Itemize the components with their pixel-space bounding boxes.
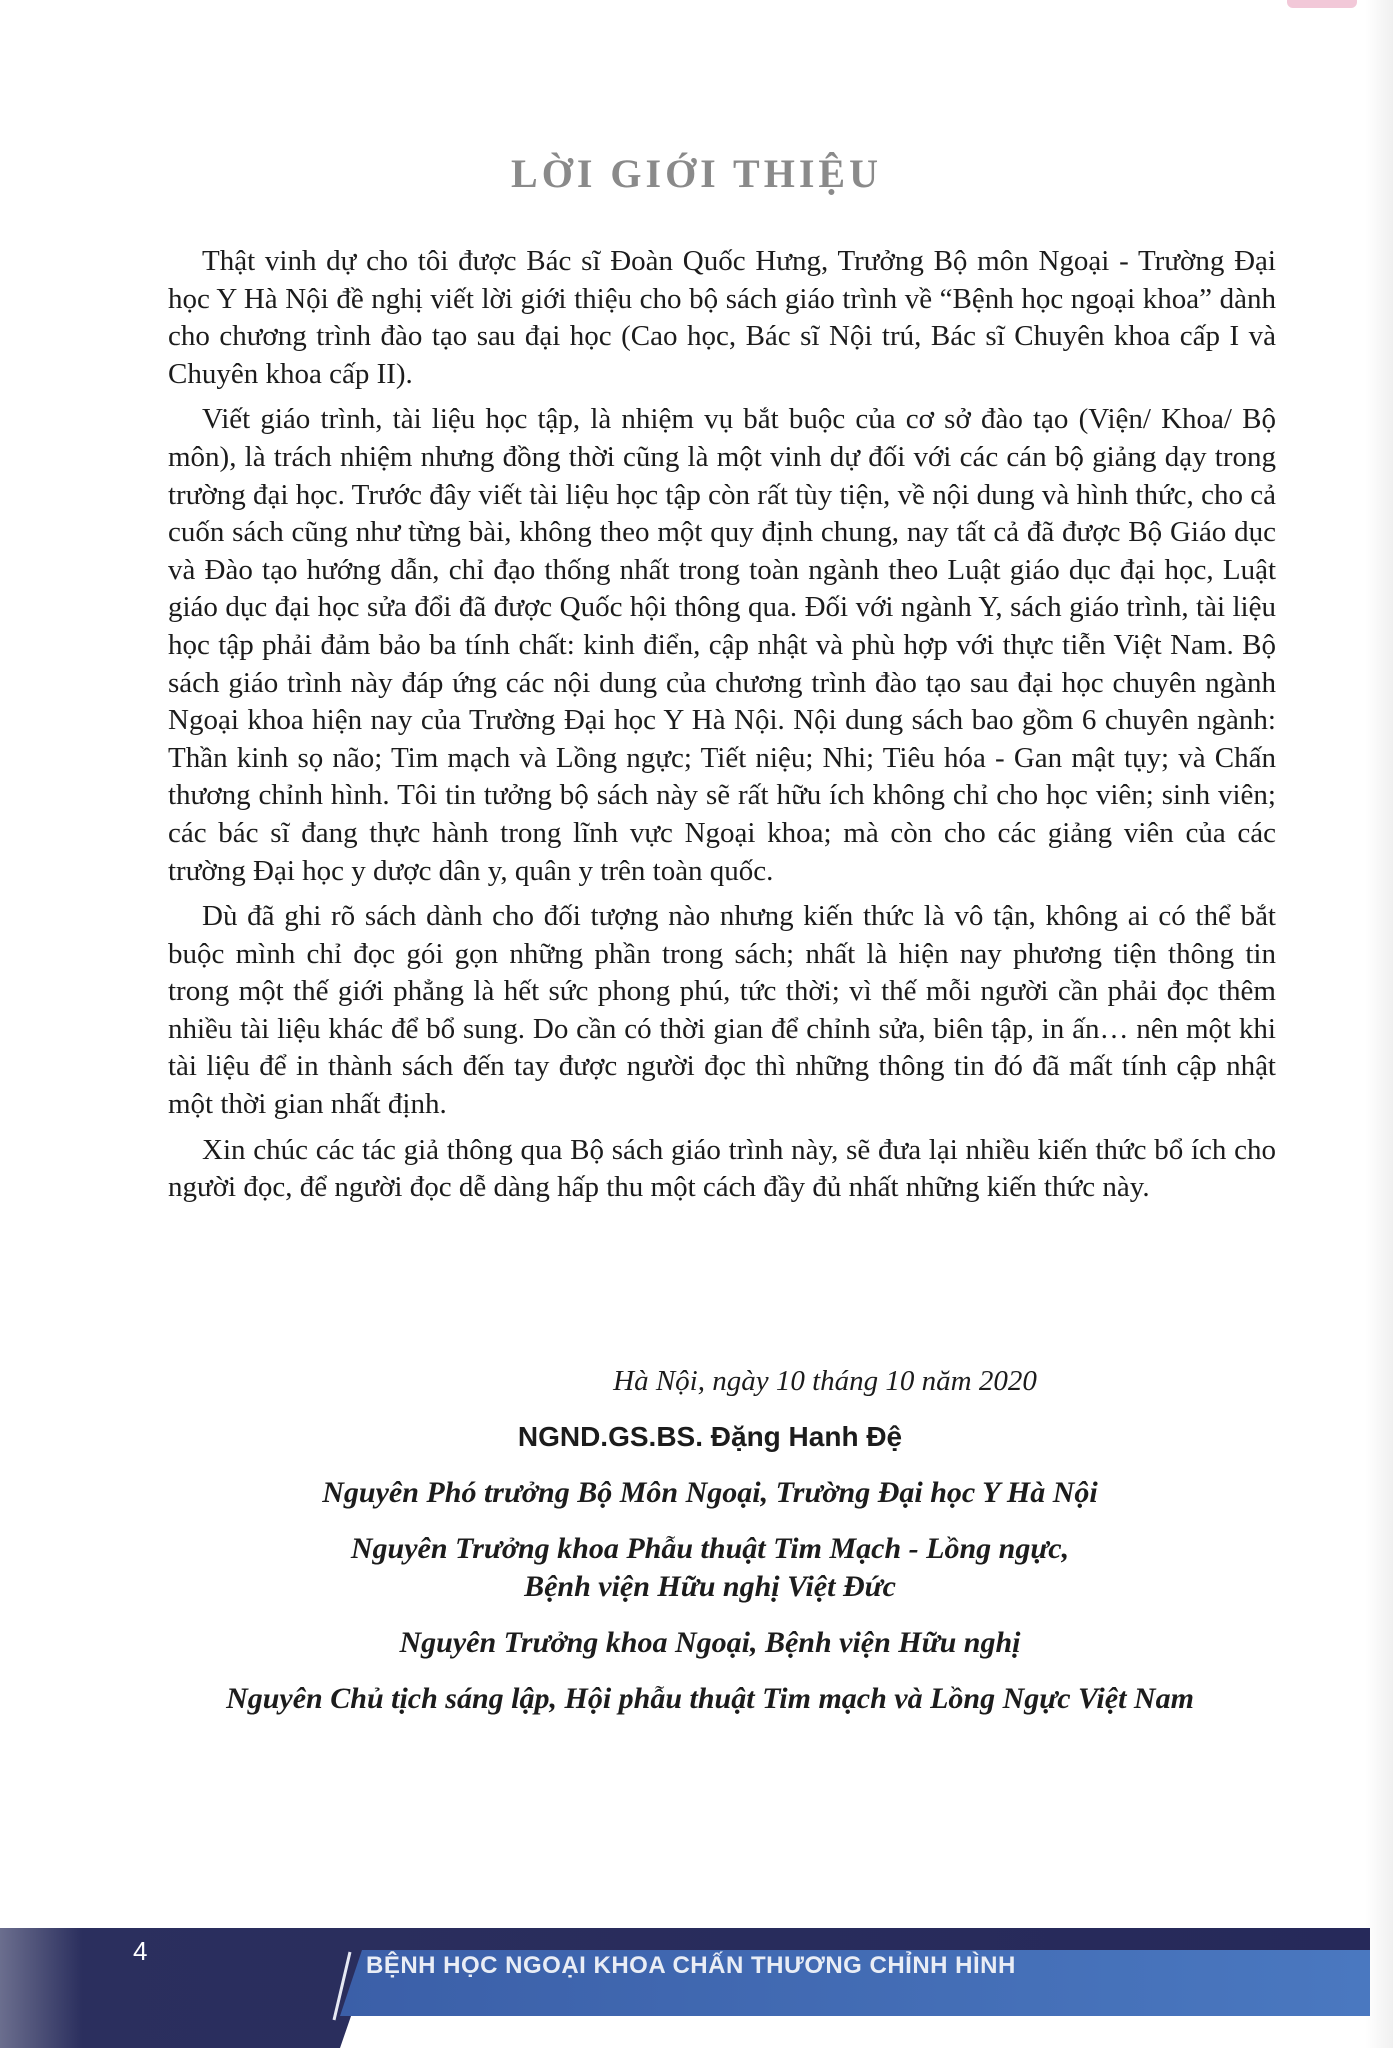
paragraph-1: Thật vinh dự cho tôi được Bác sĩ Đoàn Quốc Hưng, Trưởng Bộ môn Ngoại - Trường Đại học Y Hà Nội đề nghị viết lời giới thiệu cho bộ sách giáo trình về “Bệnh học ngoại khoa” dành cho chương trình đào tạo sau đại học (Cao học, Bác sĩ Nội trú, Bác sĩ Chuyên khoa cấp I và Chuyên khoa cấp II). bbox=[168, 245, 1276, 390]
author-role-2-line-1: Nguyên Trưởng khoa Phẫu thuật Tim Mạch - Lồng ngực, bbox=[350, 1532, 1070, 1565]
running-title: BỆNH HỌC NGOẠI KHOA CHẤN THƯƠNG CHỈNH HÌNH bbox=[366, 1952, 1016, 1979]
page-title: LỜI GIỚI THIỆU bbox=[511, 151, 882, 196]
author-role-2-line-2: Bệnh viện Hữu nghị Việt Đức bbox=[524, 1570, 896, 1603]
author-role-4: Nguyên Chủ tịch sáng lập, Hội phẫu thuật Tim mạch và Lồng Ngực Việt Nam bbox=[226, 1682, 1194, 1715]
signature-block bbox=[140, 1362, 1280, 1736]
footer-bar bbox=[0, 1928, 1393, 2048]
author-role-2 bbox=[140, 1530, 1280, 1606]
page-edge-shadow bbox=[1365, 0, 1393, 2048]
paragraph-3: Dù đã ghi rõ sách dành cho đối tượng nào nhưng kiến thức là vô tận, không ai có thể bắt buộc mình chỉ đọc gói gọn những phần trong sách; nhất là hiện nay phương tiện thông tin trong một thế giới phẳng là hết sức phong phú, tức thời; vì thế mỗi người cần phải đọc thêm nhiều tài liệu khác để bổ sung. Do cần có thời gian để chỉnh sửa, biên tập, in ấn… nên một khi tài liệu để in thành sách đến tay được người đọc thì những thông tin đó đã mất tính cập nhật một thời gian nhất định. bbox=[168, 900, 1276, 1121]
body-text bbox=[168, 243, 1276, 1215]
author-role-3: Nguyên Trưởng khoa Ngoại, Bệnh viện Hữu nghị bbox=[399, 1626, 1021, 1659]
corner-tab-mark bbox=[1287, 0, 1357, 8]
author-name: NGND.GS.BS. Đặng Hanh Đệ bbox=[517, 1421, 903, 1452]
page-number: 4 bbox=[133, 1936, 148, 1966]
paragraph-2: Viết giáo trình, tài liệu học tập, là nhiệm vụ bắt buộc của cơ sở đào tạo (Viện/ Khoa/ Bộ môn), là trách nhiệm nhưng đồng thời cũng là một vinh dự đối với các cán bộ giảng dạy trong trường đại học. Trước đây viết tài liệu học tập còn rất tùy tiện, về nội dung và hình thức, cho cả cuốn sách cũng như từng bài, không theo một quy định chung, nay tất cả đã được Bộ Giáo dục và Đào tạo hướng dẫn, chỉ đạo thống nhất trong toàn ngành theo Luật giáo dục đại học, Luật giáo dục đại học sửa đổi đã được Quốc hội thông qua. Đối với ngành Y, sách giáo trình, tài liệu học tập phải đảm bảo ba tính chất: kinh điển, cập nhật và phù hợp với thực tiễn Việt Nam. Bộ sách giáo trình này đáp ứng các nội dung của chương trình đào tạo sau đại học chuyên ngành Ngoại khoa hiện nay của Trường Đại học Y Hà Nội. Nội dung sách bao gồm 6 chuyên ngành: Thần kinh sọ não; Tim mạch và Lồng ngực; Tiết niệu; Nhi; Tiêu hóa - Gan mật tụy; và Chấn thương chỉnh hình. Tôi tin tưởng bộ sách này sẽ rất hữu ích không chỉ cho học viên; sinh viên; các bác sĩ đang thực hành trong lĩnh vực Ngoại khoa; mà còn cho các giảng viên của các trường Đại học y dược dân y, quân y trên toàn quốc. bbox=[168, 403, 1276, 887]
author-role-1: Nguyên Phó trưởng Bộ Môn Ngoại, Trường Đại học Y Hà Nội bbox=[322, 1476, 1098, 1509]
place-date: Hà Nội, ngày 10 tháng 10 năm 2020 bbox=[613, 1365, 1037, 1397]
paragraph-4: Xin chúc các tác giả thông qua Bộ sách giáo trình này, sẽ đưa lại nhiều kiến thức bổ ích cho người đọc, để người đọc dễ dàng hấp thu một cách đầy đủ nhất những kiến thức này. bbox=[168, 1133, 1276, 1204]
